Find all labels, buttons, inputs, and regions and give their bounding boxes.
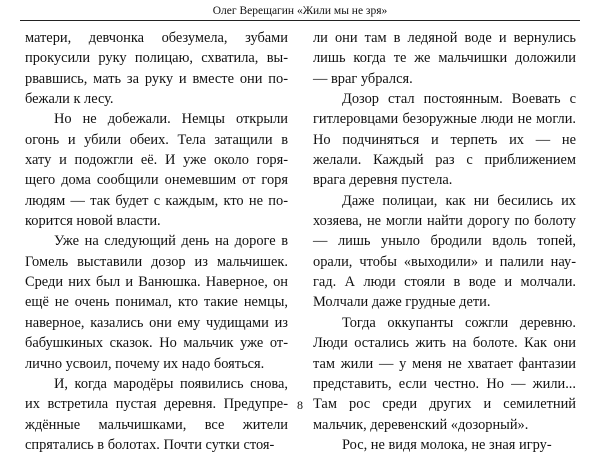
- paragraph: Дозор стал постоянным. Воевать с гитлеровцами безоружные люди не могли. Но подчиняться и терпеть их — не желали. Каждый раз с приближением врага деревня пустела.: [313, 91, 576, 189]
- paragraph: матери, девчонка обезумела, зубами прокусили руку полицаю, схватила, вы- рвавшись, мать за руку и вместе они по- бежали к лесу.: [25, 30, 288, 108]
- paragraph: Рос, не видя молока, не зная игру-: [342, 436, 552, 453]
- right-column: [313, 28, 576, 455]
- page-number: 8: [297, 398, 303, 412]
- paragraph: Но не добежали. Немцы открыли огонь и убили обеих. Тела затащили в хату и подожгли её. И уже около горя- щего дома сообщили онемевшим от горя людям — так будет с каждым, кто не по- корится новой власти.: [25, 111, 288, 230]
- left-column: [25, 28, 288, 455]
- paragraph: Уже на следующий день на дороге в Гомель выставили дозор из мальчишек. Среди них был и Ванюшка. Наверное, он ещё не очень понимал, кто такие немцы, наверное, казались они ему чудищами из бабушкиных сказок. Но мальчик уже от- лично усвоил, почему их надо бояться.: [25, 233, 288, 372]
- header-rule: [20, 20, 580, 21]
- running-header: Олег Верещагин «Жили мы не зря»: [212, 5, 388, 17]
- paragraph: ли они там в ледяной воде и вернулись лишь когда те же мальчишки доложили — враг убрался.: [313, 30, 576, 87]
- paragraph: Даже полицаи, как ни бесились их хозяева, не могли найти дорогу по болоту — лишь уныло бродили вдоль топей, орали, чтобы «выходили» и палили нау- гад. А люди стояли в воде и молчали. Молчали даже грудные дети.: [313, 192, 576, 311]
- paragraph: И, когда мародёры появились снова, их встретила пустая деревня. Предупре- ждённые мальчишками, все жители спрятались в болотах. Почти сутки стоя-: [25, 375, 288, 453]
- paragraph: Тогда оккупанты сожгли деревню. Люди остались жить на болоте. Как они там жили — у меня не хватает фантазии представить, если честно. Но — жили... Там рос среди других и семилетний мальчик, деревенский «дозорный».: [313, 314, 576, 433]
